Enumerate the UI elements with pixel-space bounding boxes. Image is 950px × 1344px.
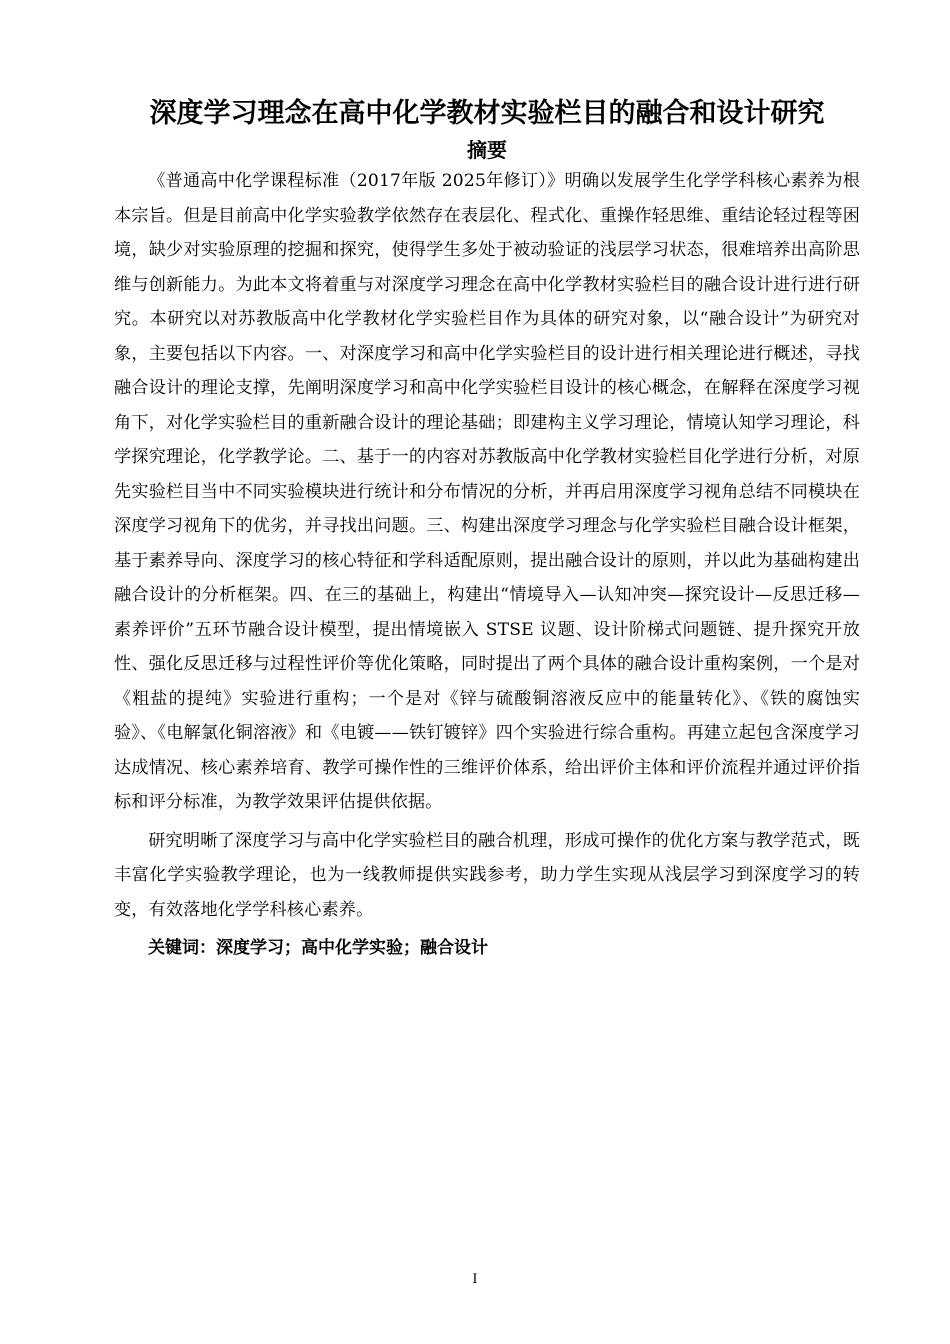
document-title: 深度学习理念在高中化学教材实验栏目的融合和设计研究 [149, 98, 825, 129]
abstract-paragraph-2: 研究明晰了深度学习与高中化学实验栏目的融合机理，形成可操作的优化方案与教学范式，既丰富化学实验教学理论，也为一线教师提供实践参考，助力学生实现从浅层学习到深度学习的转变，有效落地化学学科核心素养。 [114, 830, 860, 920]
document-page [114, 94, 860, 963]
keywords: 关键词：深度学习；高中化学实验；融合设计 [148, 938, 488, 958]
page-number: I [472, 1272, 478, 1287]
abstract-heading: 摘要 [467, 138, 507, 162]
abstract-paragraph-1: 《普通高中化学课程标准（2017年版 2025年修订）》明确以发展学生化学学科核心素养为根本宗旨。但是目前高中化学实验教学依然存在表层化、程式化、重操作轻思维、重结论轻过程等困境，缺少对实验原理的挖掘和探究，使得学生多处于被动验证的浅层学习状态，很难培养出高阶思维与创新能力。为此本文将着重与对深度学习理念在高中化学教材实验栏目的融合设计进行进行研究。本研究以对苏教版高中化学教材化学实验栏目作为具体的研究对象，以“融合设计”为研究对象，主要包括以下内容。一、对深度学习和高中化学实验栏目的设计进行相关理论进行概述，寻找融合设计的理论支撑，先阐明深度学习和高中化学实验栏目设计的核心概念，在解释在深度学习视角下，对化学实验栏目的重新融合设计的理论基础；即建构主义学习理论，情境认知学习理论，科学探究理论，化学教学论。二、基于一的内容对苏教版高中化学教材实验栏目化学进行分析，对原先实验栏目当中不同实验模块进行统计和分布情况的分析，并再启用深度学习视角总结不同模块在深度学习视角下的优劣，并寻找出问题。三、构建出深度学习理念与化学实验栏目融合设计框架，基于素养导向、深度学习的核心特征和学科适配原则，提出融合设计的原则，并以此为基础构建出融合设计的分析框架。四、在三的基础上，构建出“情境导入—认知冲突—探究设计—反思迁移—素养评价”五环节融合设计模型，提出情境嵌入 STSE 议题、设计阶梯式问题链、提升探究开放性、强化反思迁移与过程性评价等优化策略，同时提出了两个具体的融合设计重构案例，一个是对《粗盐的提纯》实验进行重构；一个是对《锌与硫酸铜溶液反应中的能量转化》、《铁的腐蚀实验》、《电解氯化铜溶液》和《电镀——铁钉镀锌》四个实验进行综合重构。再建立起包含深度学习达成情况、核心素养培育、教学可操作性的三维评价体系，给出评价主体和评价流程并通过评价指标和评分标准，为教学效果评估提供依据。 [114, 171, 860, 812]
